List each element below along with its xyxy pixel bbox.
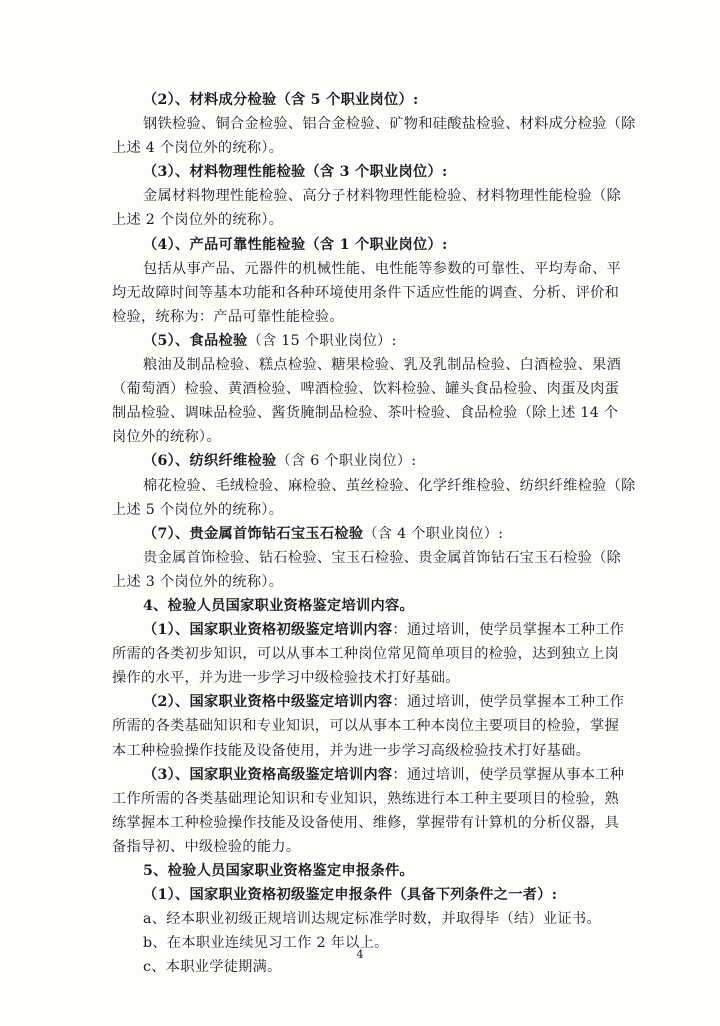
body-text: 操作的水平，并为进一步学习中级检验技术打好基础。 bbox=[112, 670, 460, 687]
text-line bbox=[112, 136, 632, 160]
text-line bbox=[112, 377, 632, 401]
text-line bbox=[112, 859, 632, 883]
text-line bbox=[112, 353, 632, 377]
body-text: 制品检验、调味品检验、酱货腌制品检验、茶叶检验、食品检验（除上述 14 个 bbox=[112, 405, 619, 422]
text-line bbox=[112, 474, 636, 498]
bold-heading: （2）、国家职业资格中级鉴定培训内容 bbox=[143, 694, 393, 711]
bold-heading: （7）、贵金属首饰钻石宝玉石检验 bbox=[143, 525, 364, 542]
text-line bbox=[112, 811, 632, 835]
bold-heading: （3）、国家职业资格高级鉴定培训内容 bbox=[143, 766, 393, 783]
text-line bbox=[112, 690, 632, 714]
body-text: 所需的各类基础知识和专业知识，可以从事本工种本岗位主要项目的检验，掌握 bbox=[112, 718, 620, 735]
body-text: 检验，统称为：产品可靠性能检验。 bbox=[112, 308, 344, 325]
document-body bbox=[112, 88, 636, 979]
text-line bbox=[112, 257, 632, 281]
body-text: ：通过培训，使学员掌握本工种工作 bbox=[392, 622, 625, 639]
body-text: 上述 2 个岗位外的统称）。 bbox=[112, 212, 284, 229]
body-text: 岗位外的统称）。 bbox=[112, 429, 221, 446]
body-text: ：通过培训，使学员掌握本工种工作 bbox=[392, 694, 625, 711]
body-text: a、经本职业初级正规培训达规定标准学时数，并取得毕（结）业证书。 bbox=[143, 911, 601, 928]
text-line bbox=[112, 907, 632, 931]
body-text: （含 15 个职业岗位）: bbox=[247, 332, 397, 349]
text-line bbox=[112, 714, 632, 738]
text-line bbox=[112, 449, 632, 473]
text-line bbox=[112, 233, 632, 257]
body-text: 钢铁检验、铜合金检验、铝合金检验、矿物和硅酸盐检验、材料成分检验（除 bbox=[143, 116, 636, 133]
text-line bbox=[112, 112, 636, 136]
text-line bbox=[112, 305, 632, 329]
page-number: 4 bbox=[356, 948, 364, 961]
text-line bbox=[112, 594, 632, 618]
text-line bbox=[112, 883, 632, 907]
body-text: 金属材料物理性能检验、高分子材料物理性能检验、材料物理性能检验（除 bbox=[143, 188, 622, 205]
body-text: ：通过培训，使学员掌握从事本工种 bbox=[392, 766, 625, 783]
body-text: 上述 4 个岗位外的统称）。 bbox=[112, 140, 284, 157]
body-text: 贵金属首饰检验、钻石检验、宝玉石检验、贵金属首饰钻石宝玉石检验（除 bbox=[143, 549, 622, 566]
text-line bbox=[112, 184, 632, 208]
text-line bbox=[112, 208, 632, 232]
body-text: 粮油及制品检验、糕点检验、糖果检验、乳及乳制品检验、白酒检验、果酒 bbox=[143, 357, 622, 374]
text-line bbox=[112, 88, 632, 112]
body-text: 所需的各类初步知识，可以从事本工种岗位常见简单项目的检验，达到独立上岗 bbox=[112, 646, 620, 663]
text-line bbox=[112, 329, 632, 353]
body-text: 上述 5 个岗位外的统称）。 bbox=[112, 501, 284, 518]
body-text: 棉花检验、毛绒检验、麻检验、茧丝检验、化学纤维检验、纺织纤维检验（除 bbox=[143, 477, 636, 494]
text-line bbox=[112, 835, 632, 859]
bold-heading: 5、检验人员国家职业资格鉴定申报条件。 bbox=[143, 863, 414, 879]
body-text: 本工种检验操作技能及设备使用，并为进一步学习高级检验技术打好基础。 bbox=[112, 742, 591, 759]
bold-heading: （4）、产品可靠性能检验（含 1 个职业岗位）: bbox=[143, 236, 448, 253]
bold-heading: （6）、纺织纤维检验 bbox=[143, 453, 277, 470]
text-line bbox=[112, 570, 632, 594]
text-line bbox=[112, 425, 632, 449]
body-text: （含 4 个职业岗位）: bbox=[363, 525, 504, 542]
bold-heading: （1）、国家职业资格初级鉴定申报条件（具备下列条件之一者）: bbox=[143, 887, 558, 904]
bold-heading: 4、检验人员国家职业资格鉴定培训内容。 bbox=[143, 597, 414, 614]
body-text: 备指导初、中级检验的能力。 bbox=[112, 838, 301, 855]
text-line bbox=[112, 666, 632, 690]
text-line bbox=[112, 642, 632, 666]
text-line bbox=[112, 763, 632, 787]
body-text: 工作所需的各类基础理论知识和专业知识，熟练进行本工种主要项目的检验，熟 bbox=[112, 790, 620, 807]
bold-heading: （3）、材料物理性能检验（含 3 个职业岗位）: bbox=[143, 164, 448, 181]
body-text: 均无故障时间等基本功能和各种环境使用条件下适应性能的调查、分析、评价和 bbox=[112, 284, 620, 301]
body-text: c、本职业学徒期满。 bbox=[143, 959, 282, 976]
body-text: （含 6 个职业岗位）: bbox=[276, 453, 417, 470]
text-line bbox=[112, 281, 632, 305]
body-text: 上述 3 个岗位外的统称）。 bbox=[112, 573, 284, 590]
text-line bbox=[112, 618, 632, 642]
text-lines bbox=[112, 88, 636, 979]
body-text: 练掌握本工种检验操作技能及设备使用、维修，掌握带有计算机的分析仪器，具 bbox=[112, 814, 620, 831]
body-text: b、在本职业连续见习工作 2 年以上。 bbox=[143, 935, 389, 952]
body-text: 包括从事产品、元器件的机械性能、电性能等参数的可靠性、平均寿命、平 bbox=[143, 260, 622, 277]
text-line bbox=[112, 739, 632, 763]
text-line bbox=[112, 401, 632, 425]
bold-heading: （1）、国家职业资格初级鉴定培训内容 bbox=[143, 622, 393, 639]
bold-heading: （2）、材料成分检验（含 5 个职业岗位）: bbox=[143, 92, 419, 108]
text-line bbox=[112, 160, 632, 184]
body-text: （葡萄酒）检验、黄酒检验、啤酒检验、饮料检验、罐头食品检验、肉蛋及肉蛋 bbox=[112, 381, 620, 398]
text-line bbox=[112, 498, 632, 522]
text-line bbox=[112, 787, 632, 811]
text-line bbox=[112, 522, 632, 546]
text-line bbox=[112, 546, 632, 570]
bold-heading: （5）、食品检验 bbox=[143, 332, 248, 349]
